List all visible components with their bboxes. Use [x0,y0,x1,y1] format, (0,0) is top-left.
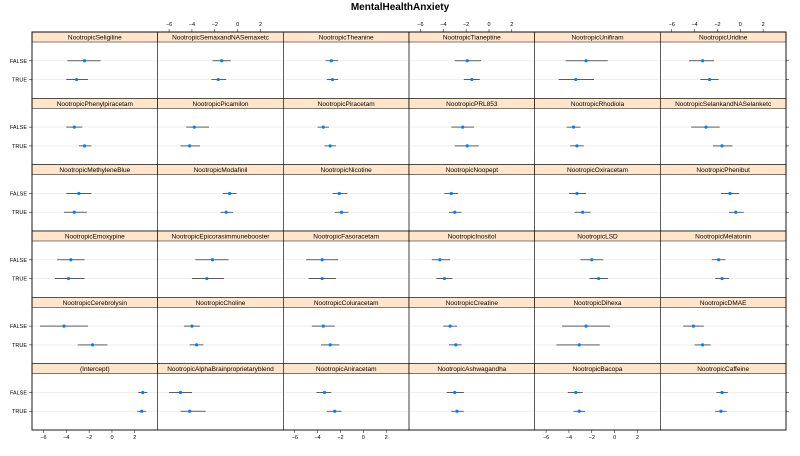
y-level-label: FALSE [9,390,27,397]
estimate-point [333,410,336,413]
panel-strip-label: NootropicPRL853 [446,100,498,108]
estimate-point [141,391,144,394]
panel-strip-label: NootropicPiracetam [317,100,375,108]
estimate-point [443,277,446,280]
estimate-point [720,144,723,147]
x-tick-label: 0 [361,435,365,441]
estimate-point [590,258,593,261]
panel-strip-label: NootropicCerebrolysin [62,299,127,307]
estimate-point [329,144,332,147]
x-tick-label: −4 [314,435,321,441]
x-tick-label: −6 [291,435,298,441]
panel-strip-label: NootropicSeligiline [67,34,122,42]
estimate-point [728,192,731,195]
x-tick-label: −2 [588,435,595,441]
panel [660,364,786,430]
panel-strip-label: NootropicLSD [577,233,618,241]
panel [283,231,409,297]
panel [409,32,535,98]
x-tick-label: −6 [165,22,173,28]
estimate-point [575,192,578,195]
estimate-point [211,258,214,261]
x-tick-label: −6 [417,22,424,28]
panel-strip-label: NootropicNicotine [320,167,372,175]
panel [283,32,409,98]
panel [283,165,409,231]
panel [409,231,535,297]
estimate-point [69,258,72,261]
panel [660,165,786,231]
panel-strip-label: NootropicColuracetam [313,299,379,307]
estimate-point [454,343,457,346]
x-tick-label: 2 [133,435,137,441]
panel [283,98,409,164]
estimate-point [692,325,695,328]
panel [535,98,661,164]
estimate-point [73,211,76,214]
panel [660,32,786,98]
x-tick-label: 0 [613,435,617,441]
y-level-label: FALSE [9,58,27,65]
panel-strip-label: NootropicBacopa [572,366,623,374]
estimate-point [340,211,343,214]
panel-strip-label: NootropicUnifiram [571,34,624,42]
x-tick-label: 0 [487,22,491,28]
estimate-point [322,325,325,328]
estimate-point [228,192,231,195]
panel [660,231,786,297]
estimate-point [704,126,707,129]
panel [32,231,158,297]
estimate-point [91,343,94,346]
panel [32,165,158,231]
x-tick-label: −2 [211,22,218,28]
y-level-label: TRUE [12,143,27,150]
x-tick-label: −4 [188,22,196,28]
estimate-point [449,325,452,328]
panel-strip-label: NootropicSemaxandNASemaxetc [172,34,269,42]
estimate-point [140,410,143,413]
panel-strip-label: NootropicDihexa [573,299,622,307]
estimate-point [717,258,720,261]
x-tick-label: −4 [691,22,698,28]
estimate-point [701,59,704,62]
y-level-label: TRUE [12,409,27,416]
estimate-point [466,144,469,147]
chart-title: MentalHealthAnxiety [350,2,450,13]
x-tick-label: −2 [85,435,93,441]
estimate-point [83,144,86,147]
panel-strip-label: NootropicTheanine [318,34,374,42]
y-level-label: FALSE [9,191,27,198]
y-level-label: TRUE [12,77,27,84]
panel [158,165,284,231]
estimate-point [466,59,469,62]
x-tick-label: −4 [565,435,573,441]
x-tick-label: 2 [258,22,263,28]
panel [660,297,786,363]
panel-strip-label: NootropicTianeptine [442,34,501,42]
panel [535,364,661,430]
estimate-point [62,325,65,328]
estimate-point [83,59,86,62]
estimate-point [708,78,711,81]
estimate-point [734,211,737,214]
x-tick-label: 0 [236,22,240,28]
panel-strip-label: NootropicAlphaBrainproprietaryblend [167,366,274,374]
panel-strip-label: NootropicCreatine [445,299,499,307]
panel [32,297,158,363]
panel [409,165,535,231]
x-tick-label: 2 [510,22,514,28]
estimate-point [73,126,76,129]
estimate-point [720,391,723,394]
panel [158,364,284,430]
x-tick-label: −6 [542,435,550,441]
x-tick-label: 2 [761,22,765,28]
panel-strip-label: NootropicEmoxypine [64,233,125,241]
panel-strip-label: NootropicEpicorasimmunebooster [171,233,270,241]
estimate-point [453,211,456,214]
estimate-point [578,410,581,413]
panel-strip-label: NootropicAniracetam [315,366,377,374]
estimate-point [584,59,587,62]
panel [535,32,661,98]
panel-strip-label: NootropicAshwagandha [437,366,507,374]
x-tick-label: 2 [384,435,388,441]
y-level-label: TRUE [12,342,27,349]
estimate-point [220,59,223,62]
x-tick-label: 0 [110,435,114,441]
estimate-point [67,277,70,280]
estimate-point [188,144,191,147]
x-tick-label: −4 [63,435,70,441]
panel-strip-label: NootropicRhodiola [570,100,625,108]
estimate-point [575,144,578,147]
estimate-point [193,126,196,129]
estimate-point [329,343,332,346]
estimate-point [453,391,456,394]
estimate-point [584,325,587,328]
panel-strip-label: NootropicMethyleneBlue [59,167,131,175]
estimate-point [331,78,334,81]
panel-strip-label: NootropicDMAE [699,299,747,307]
panel-strip-label: NootropicInositol [447,233,497,241]
y-level-label: FALSE [9,125,27,132]
y-level-label: FALSE [9,257,27,264]
panel [158,98,284,164]
panel-strip-label: NootropicPicamilon [192,100,249,108]
estimate-point [217,78,220,81]
estimate-point [581,211,584,214]
estimate-point [338,192,341,195]
panel [32,98,158,164]
estimate-point [321,258,324,261]
panel [158,297,284,363]
estimate-point [322,126,325,129]
x-tick-label: 0 [738,22,742,28]
x-tick-label: 2 [635,435,640,441]
x-tick-label: −2 [462,22,470,28]
estimate-point [572,126,575,129]
panel [409,364,535,430]
estimate-point [574,78,577,81]
panel-strip-label: NootropicUridine [698,34,748,42]
estimate-point [330,59,333,62]
estimate-point [578,343,581,346]
x-tick-label: −6 [40,435,47,441]
panel-strip-label: NootropicModafinil [193,167,248,175]
panel [409,98,535,164]
estimate-point [597,277,600,280]
estimate-point [190,325,193,328]
estimate-point [461,126,464,129]
estimate-point [574,391,577,394]
estimate-point [450,192,453,195]
panel [158,32,284,98]
estimate-point [470,78,473,81]
panel [158,231,284,297]
panel [660,98,786,164]
estimate-point [321,277,324,280]
estimate-point [75,78,78,81]
panel [409,297,535,363]
estimate-point [719,410,722,413]
estimate-point [438,258,441,261]
panel-strip-label: NootropicOxiracetam [566,167,629,175]
panel-strip-label: NootropicCaffeine [697,366,750,374]
panel-strip-label: NootropicPhenylpiracetam [56,100,133,108]
estimate-point [323,391,326,394]
x-tick-label: −4 [440,22,447,28]
y-level-label: TRUE [12,276,27,283]
estimate-point [225,211,228,214]
estimate-point [195,343,198,346]
panel [32,364,158,430]
estimate-point [179,391,182,394]
estimate-point [205,277,208,280]
panel [32,32,158,98]
x-tick-label: −2 [337,435,344,441]
panel-strip-label: (Intercept) [80,366,110,374]
panel [535,297,661,363]
panel-strip-label: NootropicSelankandNASelanketc [675,100,772,108]
x-tick-label: −2 [714,22,721,28]
y-level-label: FALSE [9,324,27,331]
estimate-point [455,410,458,413]
y-level-label: TRUE [12,210,27,217]
panel-strip-label: NootropicCholine [195,299,246,307]
panel-strip-label: NootropicNoopept [445,167,499,175]
estimate-point [720,277,723,280]
panel [283,364,409,430]
estimate-point [77,192,80,195]
estimate-point [188,410,191,413]
panel-strip-label: NootropicPhenibut [696,167,750,175]
x-tick-label: −6 [668,22,675,28]
estimate-point [701,343,704,346]
panel [283,297,409,363]
panel [535,231,661,297]
panel [535,165,661,231]
panel-strip-label: NootropicFasoracetam [313,233,380,241]
panel-strip-label: NootropicMelatonin [695,233,752,241]
